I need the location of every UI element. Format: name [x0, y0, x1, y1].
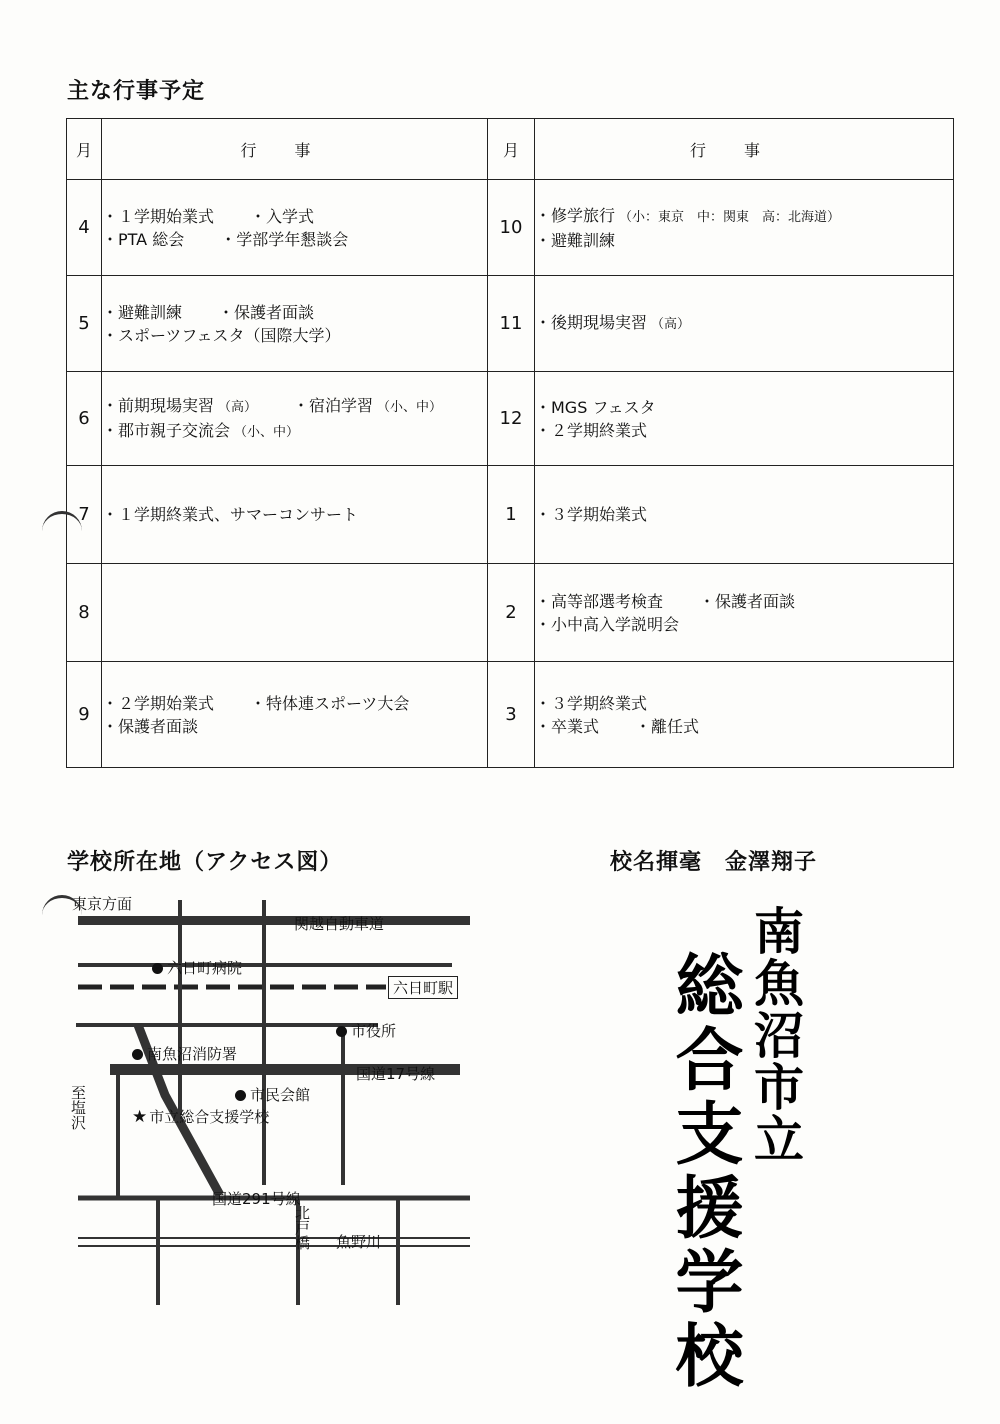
event-item: ・スポーツフェスタ（国際大学） [102, 325, 341, 345]
event-line [535, 692, 953, 715]
event-line [535, 229, 953, 252]
event-note: （小、中） [377, 399, 443, 415]
events-cell [535, 372, 954, 466]
events-table [66, 118, 954, 768]
month-cell: 2 [488, 564, 535, 662]
table-row [67, 466, 954, 564]
event-line [535, 715, 953, 738]
events-cell [535, 180, 954, 276]
event-item: ・後期現場実習 [535, 313, 648, 332]
fire-station-marker [132, 1049, 143, 1060]
calligraphy-line-2: 総合支援学校 [664, 950, 744, 1394]
event-item: ・３学期始業式 [535, 505, 648, 524]
events-cell [102, 372, 488, 466]
month-cell: 9 [67, 662, 102, 768]
event-line [535, 204, 953, 229]
month-cell: 3 [488, 662, 535, 768]
event-item: ・宿泊学習 [293, 395, 374, 415]
events-cell [102, 564, 488, 662]
events-cell [535, 276, 954, 372]
table-row [67, 276, 954, 372]
fire-station-name: 南魚沼消防署 [147, 1045, 238, 1063]
hospital-marker [152, 963, 163, 974]
event-line [102, 715, 487, 738]
events-cell [535, 466, 954, 564]
event-item: ・前期現場実習 [102, 395, 215, 415]
route17-label: 国道17号線 [356, 1065, 436, 1083]
city-hall-name: 市役所 [351, 1022, 397, 1040]
event-item: ・２学期終業式 [535, 420, 648, 440]
station-label: 六日町駅 [388, 976, 458, 999]
events-cell [102, 466, 488, 564]
event-line [102, 394, 487, 419]
event-item: ・避難訓練 [102, 302, 183, 322]
event-item: ・保護者面談 [699, 591, 796, 611]
event-item: ・PTA 総会 [102, 229, 185, 249]
tokyo-direction-label: 東京方面 [72, 895, 133, 913]
event-item: ・入学式 [250, 206, 315, 226]
school-name: 市立総合支援学校 [149, 1108, 270, 1126]
event-item: ・保護者面談 [218, 302, 315, 322]
events-header: 行事 [535, 119, 954, 180]
school-name-calligraphy [660, 905, 805, 1394]
event-item: ・卒業式 [535, 716, 600, 736]
month-cell: 12 [488, 372, 535, 466]
event-item: ・１学期始業式 [102, 206, 215, 226]
event-line [535, 419, 953, 442]
table-row [67, 564, 954, 662]
calligraphy-heading: 校名揮毫 金澤翔子 [610, 849, 818, 875]
event-item: ・高等部選考検査 [535, 591, 664, 611]
expressway-road [78, 916, 470, 925]
event-item: ・３学期終業式 [535, 693, 648, 713]
table-header-row [67, 119, 954, 180]
event-item: ・修学旅行 [535, 205, 616, 225]
month-cell: 1 [488, 466, 535, 564]
event-line [102, 503, 487, 526]
event-line [102, 228, 487, 251]
events-cell [535, 662, 954, 768]
event-note: （高） [218, 399, 258, 415]
month-header: 月 [67, 119, 102, 180]
event-item: ・保護者面談 [102, 716, 199, 736]
city-hall-marker [336, 1026, 347, 1037]
month-header: 月 [488, 119, 535, 180]
month-cell: 10 [488, 180, 535, 276]
event-line [535, 613, 953, 636]
event-line [535, 503, 953, 526]
civic-hall-marker [235, 1090, 246, 1101]
calligraphy-line-1: 南魚沼市立 [746, 905, 805, 1165]
month-cell: 6 [67, 372, 102, 466]
events-cell [535, 564, 954, 662]
events-heading: 主な行事予定 [67, 78, 206, 104]
events-header: 行事 [102, 119, 488, 180]
civic-hall-label [235, 1084, 310, 1105]
civic-hall-name: 市民会館 [250, 1086, 311, 1104]
event-line [102, 324, 487, 347]
event-item: ・MGS フェスタ [535, 397, 656, 417]
river-label: 魚野川 [336, 1233, 382, 1251]
city-hall-label [336, 1020, 396, 1041]
month-cell: 7 [67, 466, 102, 564]
event-line [535, 590, 953, 613]
events-cell [102, 276, 488, 372]
star-icon: ★ [132, 1107, 148, 1127]
event-item: ・２学期始業式 [102, 693, 215, 713]
shiozawa-label: 至塩沢 [69, 1085, 87, 1130]
event-item: ・郡市親子交流会 [102, 420, 231, 440]
table-row [67, 662, 954, 768]
month-cell: 11 [488, 276, 535, 372]
events-cell [102, 180, 488, 276]
events-cell [102, 662, 488, 768]
event-note: （小：東京 中：関東 高：北海道） [619, 209, 841, 225]
event-line [102, 205, 487, 228]
event-line [102, 301, 487, 324]
event-item: ・小中高入学説明会 [535, 614, 680, 634]
event-item: ・学部学年懇談会 [220, 229, 349, 249]
expressway-label: 関越自動車道 [294, 915, 385, 933]
event-item: ・離任式 [635, 716, 700, 736]
bridge-label: 北戸橋 [293, 1205, 311, 1250]
event-note: （小、中） [234, 424, 300, 440]
access-map [60, 885, 480, 1315]
event-item: ・１学期終業式、サマーコンサート [102, 505, 359, 524]
event-item: ・特体連スポーツ大会 [250, 693, 410, 713]
event-line [102, 692, 487, 715]
route291-label: 国道291号線 [212, 1190, 301, 1208]
event-note: （高） [651, 317, 691, 332]
month-cell: 4 [67, 180, 102, 276]
month-cell: 5 [67, 276, 102, 372]
hospital-label [152, 957, 242, 978]
school-label [132, 1106, 269, 1127]
map-heading: 学校所在地（アクセス図） [67, 849, 343, 875]
fire-station-label [132, 1043, 237, 1064]
month-cell: 8 [67, 564, 102, 662]
hospital-name: 六日町病院 [167, 959, 243, 977]
table-row [67, 180, 954, 276]
event-line [102, 419, 487, 444]
event-line [535, 311, 953, 336]
event-item: ・避難訓練 [535, 230, 616, 250]
table-row [67, 372, 954, 466]
event-line [535, 396, 953, 419]
